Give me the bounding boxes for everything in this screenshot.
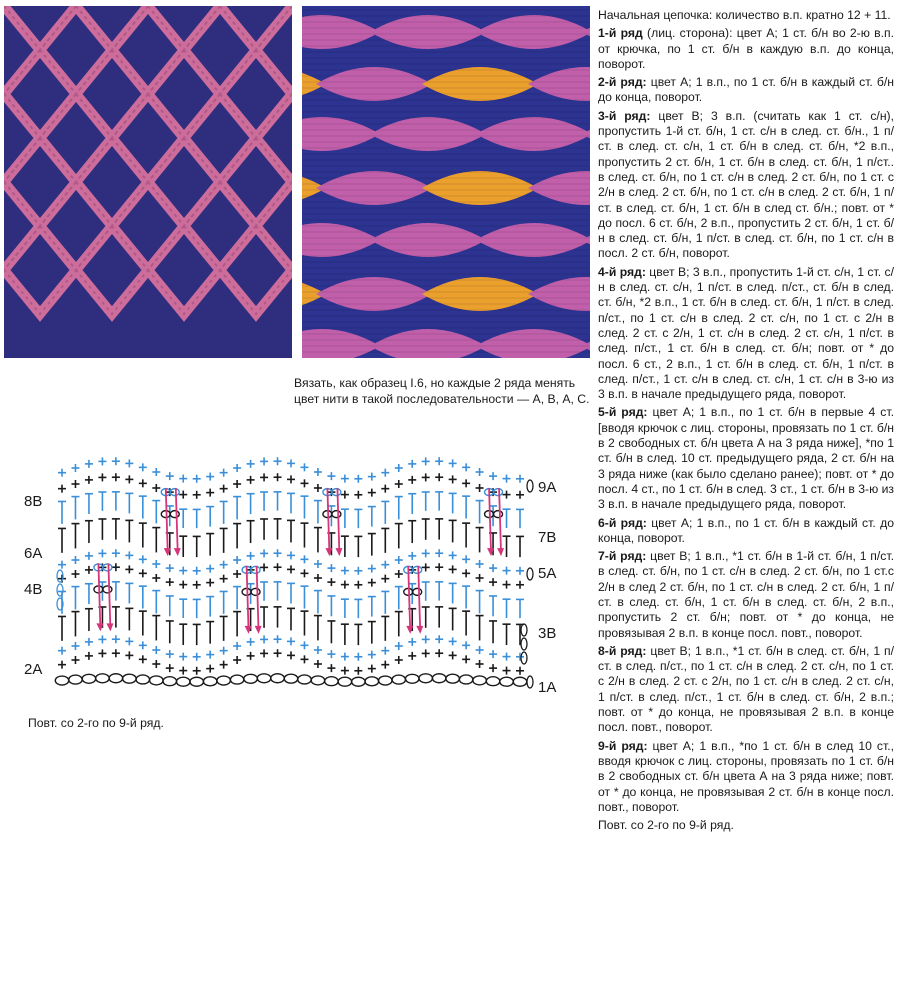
row-label-right: 1A <box>538 679 557 696</box>
instruction-paragraph <box>598 26 894 72</box>
row-label-right: 9A <box>538 479 557 496</box>
swatch-photo-two-color <box>4 6 292 358</box>
chart-row <box>55 674 526 687</box>
row-text: цвет А; 1 в.п., по 1 ст. б/н в первые 4 ст. [вводя крючок с лиц. стороны, провязать по 1 ст. б/н в 2 свободных ст. б/н цвета А на 3 ряда ниже], *по 1 ст. б/н в след. 10 ст. предыдущего ряда, 2 ст. б/н на 3 ряда ниже (как было сделано ранее); повт. от * до посл. 4 ст., по 1 ст. б/н в след. 3 ст., 1 ст. б/н в 3-ю из 3 в.п. в начале предыдущего ряда, поворот. <box>598 405 895 512</box>
row-label: 9-й ряд: <box>598 738 648 753</box>
instruction-paragraph <box>598 8 894 23</box>
row-label: 7-й ряд: <box>598 549 647 564</box>
row-label: 3-й ряд: <box>598 108 651 123</box>
row-label: 1-й ряд <box>598 26 643 41</box>
row-instructions <box>598 8 894 836</box>
instruction-paragraph <box>598 75 894 106</box>
instruction-paragraph <box>598 818 894 833</box>
row-label-right: 3B <box>538 625 557 642</box>
row-text: цвет А; 1 в.п., *по 1 ст. б/н в след 10 ст., вводя крючок с лиц. стороны, провязать по 1 ст. б/н в 2 свободных ст. б/н цвета А на 3 ряда ниже; повт. от * до конца, не провязывая 2 ст. б/н в конце посл. повт., поворот. <box>598 738 895 814</box>
row-label-left: 4B <box>24 581 43 598</box>
crochet-chart <box>20 448 582 708</box>
row-label-left: 6A <box>24 545 43 562</box>
row-label: 2-й ряд: <box>598 75 647 90</box>
instruction-paragraph <box>598 644 894 736</box>
chart-row <box>58 649 524 675</box>
row-text: (лиц. сторона): цвет А; 1 ст. б/н во 2-ю в.п. от крючка, по 1 ст. б/н в каждую в.п. до конца, поворот. <box>598 26 894 71</box>
row-text: цвет А; 1 в.п., по 1 ст. б/н в каждый ст. до конца, поворот. <box>598 515 894 545</box>
swatch-photo-image <box>302 6 590 358</box>
row-label-left: 8B <box>24 493 43 510</box>
instruction-paragraph <box>598 549 894 641</box>
crochet-chart-diagram <box>20 448 582 708</box>
row-label: 5-й ряд: <box>598 405 648 420</box>
swatch-photo-three-color <box>302 6 590 358</box>
instruction-paragraph <box>598 109 894 262</box>
row-text: цвет В; 1 в.п., *1 ст. б/н в 1-й ст. б/н, 1 п/ст. в след. ст. б/н, по 1 ст. с/н в след. 2 ст. б/н, по 1 ст.с 2/н в след 2 ст. б/н, по 1 ст. с/н в след. 2 ст. б/н, 1 п/ст. в след. ст. б/н, 1 ст. б/н в след. ст. б/н, 2 в.п., пропустить 2 ст. б/н; повт. от * до конца, не провязывая 2 в.п. в конце посл. повт., поворот. <box>598 549 895 640</box>
row-text: цвет В; 3 в.п. (считать как 1 ст. с/н), пропустить 1-й ст. б/н, 1 ст. с/н в след. ст. б/н., 1 п/ст. в след. ст. с/н, 1 ст. б/н в след. ст. б/н, *2 в.п., пропустить 2 ст. б/н, 1 ст. б/н в след. ст. б/н, 1 п/ст.. в след. ст. б/н, по 1 ст. с/н в след. 2 ст. б/н, по 1 ст. с 2/н в след. 2 ст. б/н, по 1 ст. с/н в след. 2 ст. б/н, 1 п/ст. в след. ст. б/н, 1 ст. б/н в след ст. б/н.; повт. от * до посл. 6 ст. б/н, 2 в.п., пропустить 2 ст. б/н, 1 ст. б/н в след. ст. б/н, 1 п/ст. в след. ст. б/н, по 1 ст. с/н в посл. 2 ст. б/н, поворот. <box>598 108 894 261</box>
row-label-right: 7B <box>538 529 557 546</box>
instruction-paragraph <box>598 739 894 815</box>
row-text: цвет В; 3 в.п., пропустить 1-й ст. с/н, 1 ст. с/н в след. ст. с/н, 1 п/ст. в след. п/ст., ст. б/н в след. ст. б/н, *2 в.п., 1 ст. б/н в след. ст. б/н, 1 п/ст. в след. п/ст., по 1 ст. с/н в след. 2 ст. с/н, по 1 ст. с 2/н в след. 2 ст. с 2/н, 1 ст. с/н в след. 2 ст. с/н, 1 п/ст. в след. п/ст., 1 ст. б/н в след. ст. б/н; повт. от * до посл. 6 ст., 2 в.п., 1 ст. б/н в след. ст. б/н, 1 п/ст. в след. п/ст., 1 ст. с/н в след. ст. с/н, 1 ст. с/н в 3-ю из 3 в.п. в начале предыдущего ряда, поворот. <box>598 264 894 402</box>
row-text: цвет В; 1 в.п., *1 ст. б/н в след. ст. б/н, 1 п/ст. в след. п/ст., по 1 ст. с/н в след. 2 ст. с/н, по 1 ст. с 2/н в след. 2 ст. с 2/н, по 1 ст. с/н в след. 2 ст. с/н, 1 п/ст. в след. п/ст., 1 ст. б/н в след. ст. б/н, 2 в.п.; повт. от * до конца, не провязывая 2 в.п. в конце посл. повт., поворот. <box>598 643 895 735</box>
row-label: 8-й ряд: <box>598 643 647 658</box>
row-label: 6-й ряд: <box>598 515 647 530</box>
swatch-photo-image <box>4 6 292 358</box>
instruction-paragraph <box>598 516 894 547</box>
pattern-caption: Вязать, как образец I.6, но каждые 2 ряда менять цвет нити в такой последовательности — А, В, А, С. <box>294 376 590 406</box>
row-label: 4-й ряд: <box>598 264 646 279</box>
row-text: Повт. со 2-го по 9-й ряд. <box>598 818 734 833</box>
row-label-right: 5A <box>538 565 557 582</box>
instruction-paragraph <box>598 265 894 403</box>
row-text: Начальная цепочка: количество в.п. кратно 12 + 11. <box>598 8 891 22</box>
row-label-left: 2A <box>24 661 43 678</box>
repeat-note: Повт. со 2-го по 9-й ряд. <box>28 716 164 730</box>
row-text: цвет А; 1 в.п., по 1 ст. б/н в каждый ст. б/н до конца, поворот. <box>598 75 895 105</box>
instruction-paragraph <box>598 405 894 512</box>
